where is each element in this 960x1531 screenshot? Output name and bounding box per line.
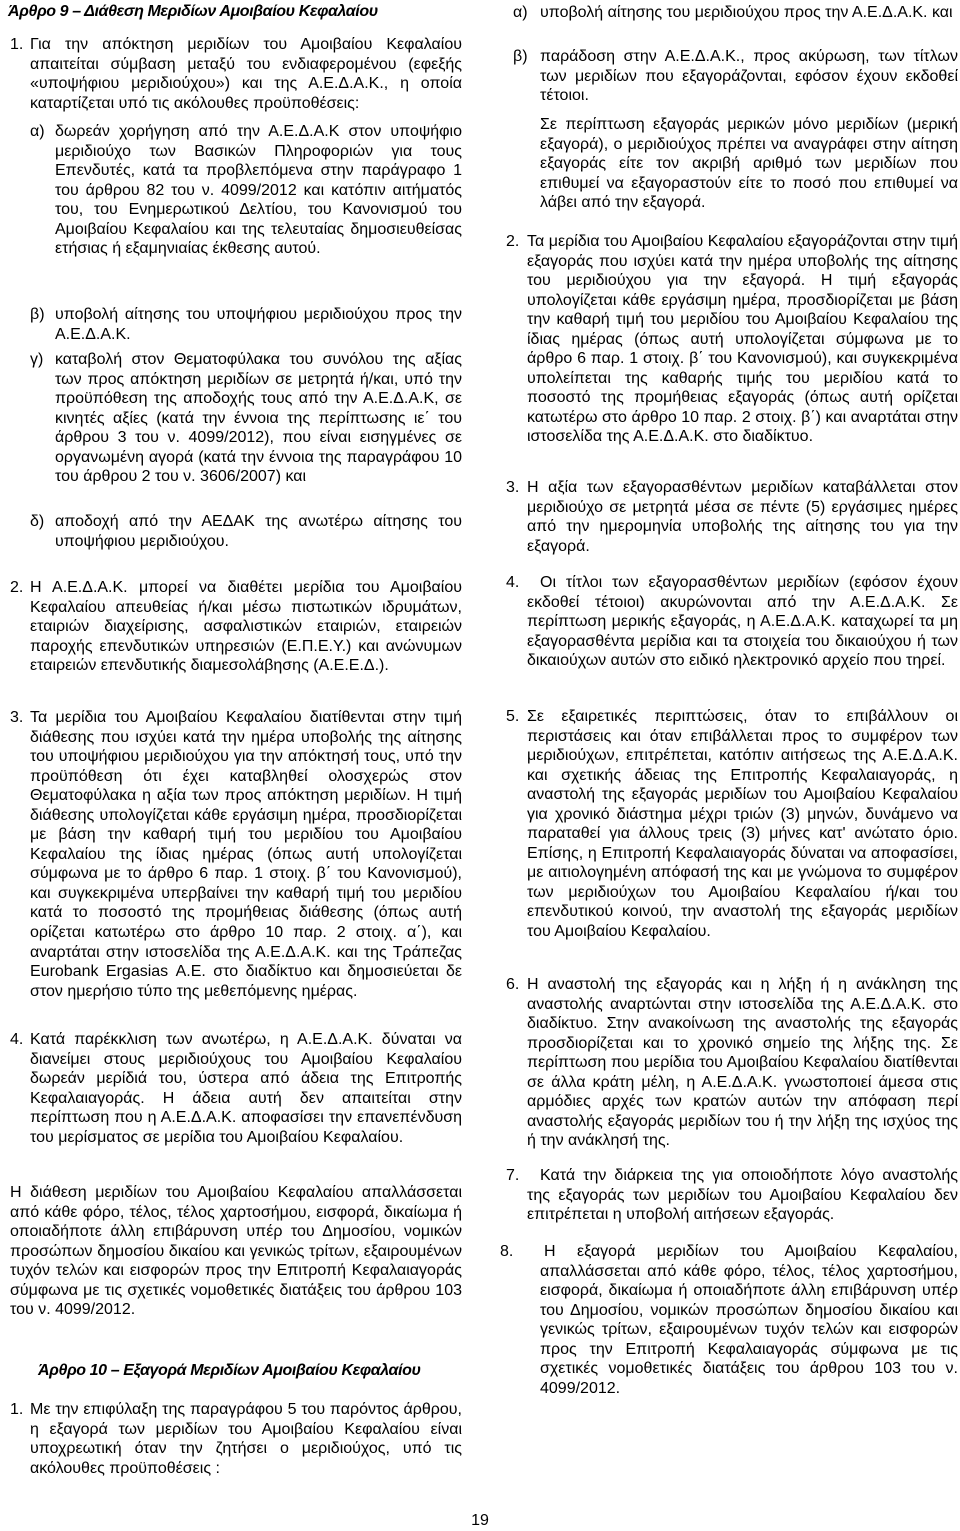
article-10-paragraph-3	[506, 478, 958, 556]
paragraph-number: 7.	[506, 1167, 520, 1184]
paragraph-number: 2.	[10, 579, 24, 596]
paragraph-text: Για την απόκτηση μεριδίων του Αμοιβαίου Κεφαλαίου απαιτείται σύμβαση μεταξύ του ενδιαφερομένου (εφεξής «υποψήφιου μεριδιούχου») και της Α.Ε.Δ.Α.Κ., η οποία καταρτίζεται υπό τις ακόλουθες προϋποθέσεις:	[30, 36, 462, 112]
condition-letter: α)	[30, 123, 45, 140]
paragraph-number: 3.	[10, 709, 24, 726]
condition-text: αποδοχή από την ΑΕΔΑΚ της ανωτέρω αίτησης του υποψήφιου μεριδιούχου.	[55, 513, 462, 550]
paragraph-number: 4.	[10, 1031, 24, 1048]
article-9-condition-b	[30, 305, 462, 344]
paragraph-text: Τα μερίδια του Αμοιβαίου Κεφαλαίου εξαγοράζονται στην τιμή εξαγοράς που ισχύει κατά την ημέρα υποβολής της αίτησης του μεριδιούχου για την εξαγορά. Η τιμή εξαγοράς υπολογίζεται κάθε εργάσιμη ημέρα, προσδιορίζεται με βάση την καθαρή τιμή του μεριδίου του Αμοιβαίου Κεφαλαίου της ίδιας ημέρας (όπως αυτή υπολογίζεται σύμφωνα με το άρθρο 6 παρ. 1 στοιχ. β΄ του Κανονισμού), και συγκεκριμένα υπολείπεται της καθαρής τιμής του μεριδίου κατά το ποσοστό της προμήθειας εξαγοράς (όπως αυτή ορίζεται κατωτέρω στο άρθρο 10 παρ. 2 στοιχ. β΄) και αναρτάται στην ιστοσελίδα της Α.Ε.Δ.Α.Κ. στο διαδίκτυο.	[527, 233, 958, 446]
condition-letter: β)	[513, 48, 528, 65]
article-9-paragraph-2	[10, 578, 462, 676]
article-9-paragraph-4	[10, 1030, 462, 1147]
paragraph-text: Κατά παρέκκλιση των ανωτέρω, η Α.Ε.Δ.Α.Κ. δύναται να διανείμει στους μεριδιούχους του Αμοιβαίου Κεφαλαίου δωρεάν μερίδιά του, ύστερα από άδεια της Επιτροπής Κεφαλαιαγοράς. Η άδεια αυτή δεν απαιτείται στην περίπτωση που η Α.Ε.Δ.Α.Κ. αποφασίσει την επανεπένδυση του μερίσματος σε μερίδια του Αμοιβαίου Κεφαλαίου.	[30, 1031, 462, 1146]
article-9-condition-a	[30, 122, 462, 259]
article-9-condition-d	[30, 512, 462, 551]
paragraph-number: 3.	[506, 479, 520, 496]
article-9-heading: Άρθρο 9 – Διάθεση Μεριδίων Αμοιβαίου Κεφαλαίου	[8, 3, 378, 20]
article-9-closing-paragraph: Η διάθεση μεριδίων του Αμοιβαίου Κεφαλαίου απαλλάσσεται από κάθε φόρο, τέλος, τέλος χαρτοσήμου, εισφορά, δικαίωμα ή οποιαδήποτε άλλη επιβάρυνση υπέρ του Δημοσίου, νομικών προσώπων δημοσίου δικαίου και γενικώς τρίτων, εξαιρουμένων τυχόν τελών και εισφορών προς την Επιτροπή Κεφαλαιαγοράς σύμφωνα με τις σχετικές νομοθετικές διατάξεις του άρθρου 103 του ν. 4099/2012.	[10, 1184, 462, 1319]
paragraph-number: 4.	[506, 574, 520, 591]
condition-letter: δ)	[30, 513, 45, 530]
article-9-paragraph-3	[10, 708, 462, 1001]
condition-text: δωρεάν χορήγηση από την Α.Ε.Δ.Α.Κ στον υποψήφιο μεριδιούχο των Βασικών Πληροφοριών για τους Επενδυτές, κατά τα προβλεπόμενα στην παράγραφο 1 του άρθρου 82 του ν. 4099/2012 και κατόπιν αιτήματός του, του Ενημερωτικού Δελτίου, του Κανονισμού του Αμοιβαίου Κεφαλαίου και της τελευταίας δημοσιευθείσας ετήσιας ή εξαμηνιαίας έκθεσης αυτού.	[55, 123, 462, 258]
paragraph-number: 1.	[10, 1401, 24, 1418]
condition-letter: γ)	[30, 351, 44, 368]
paragraph-number: 1.	[10, 36, 24, 53]
article-10-paragraph-8	[500, 1242, 958, 1398]
condition-text: υποβολή αίτησης του υποψήφιου μεριδιούχου προς την Α.Ε.Δ.Α.Κ.	[55, 306, 462, 343]
condition-letter: α)	[513, 4, 528, 21]
condition-text: υποβολή αίτησης του μεριδιούχου προς την Α.Ε.Δ.Α.Κ. και	[540, 4, 953, 21]
condition-text: καταβολή στον Θεματοφύλακα του συνόλου της αξίας των προς απόκτηση μεριδίων σε μετρητά ή/και, υπό την προϋπόθεση της αποδοχής τους από την Α.Ε.Δ.Α.Κ, σε κινητές αξίες (κατά την έννοια της περίπτωσης ιε΄ του άρθρου 3 του ν. 4099/2012), που είναι εισηγμένες σε οργανωμένη αγορά (κατά την έννοια της παραγράφου 10 του άρθρου 2 του ν. 3606/2007) και	[55, 351, 462, 486]
partial-redemption-note: Σε περίπτωση εξαγοράς μερικών μόνο μεριδίων (μερική εξαγορά), ο μεριδιούχος πρέπει να αναγράφει στην αίτηση εξαγοράς είτε τον ακριβή αριθμό των μεριδίων που επιθυμεί να εξαγοραστούν είτε το ποσό που επιθυμεί να λάβει από την εξαγορά.	[540, 116, 958, 212]
paragraph-number: 6.	[506, 976, 520, 993]
paragraph-text: Κατά την διάρκεια της για οποιοδήποτε λόγο αναστολής της εξαγοράς των μεριδίων του Αμοιβαίου Κεφαλαίου δεν επιτρέπεται η υποβολή αιτήσεων εξαγοράς.	[527, 1167, 958, 1224]
paragraph-text: Σε εξαιρετικές περιπτώσεις, όταν το επιβάλλουν οι περιστάσεις και όταν επιβάλλεται προς το συμφέρον των μεριδιούχων, επιτρέπεται, κατόπιν αιτήσεως της Α.Ε.Δ.Α.Κ. και σχετικής άδειας της Επιτροπής Κεφαλαιαγοράς, η αναστολή της εξαγοράς μεριδίων του Αμοιβαίου Κεφαλαίου για χρονικό διάστημα μέχρι τριών (3) μηνών, δυνάμενο να παραταθεί για άλλους τρεις (3) μήνες κατ' ανώτατο όριο. Επίσης, η Επιτροπή Κεφαλαιαγοράς δύναται να αποφασίσει, με αιτιολογημένη απόφασή της και με γνώμονα το συμφέρον των μεριδιούχων του Αμοιβαίου Κεφαλαίου ή/και του επενδυτικού κοινού, την αναστολή της εξαγοράς μεριδίων του Αμοιβαίου Κεφαλαίου.	[527, 708, 958, 941]
article-10-paragraph-4	[506, 573, 958, 671]
article-10-paragraph-2	[506, 232, 958, 447]
paragraph-number: 5.	[506, 708, 520, 725]
article-10-condition-b	[513, 47, 958, 106]
paragraph-text: Η εξαγορά μεριδίων του Αμοιβαίου Κεφαλαίου, απαλλάσσεται από κάθε φόρο, τέλος, τέλος χαρτοσήμου, εισφορά, δικαίωμα ή οποιαδήποτε άλλη επιβάρυνση υπέρ του Δημοσίου, νομικών προσώπων δημοσίου δικαίου και γενικώς τρίτων, εξαιρουμένων τυχόν τελών και εισφορών προς την Επιτροπή Κεφαλαιαγοράς σύμφωνα με τις σχετικές νομοθετικές διατάξεις του άρθρου 103 του ν. 4099/2012.	[540, 1243, 958, 1397]
condition-text: παράδοση στην Α.Ε.Δ.Α.Κ., προς ακύρωση, των τίτλων των μεριδίων που εξαγοράζονται, εφόσον έχουν εκδοθεί τέτοιοι.	[540, 48, 958, 105]
paragraph-text: Οι τίτλοι των εξαγορασθέντων μεριδίων (εφόσον έχουν εκδοθεί τέτοιοι) ακυρώνονται από την Α.Ε.Δ.Α.Κ. Σε περίπτωση μερικής εξαγοράς, η Α.Ε.Δ.Α.Κ. καταχωρεί τα μη εξαγορασθέντα μερίδια και τα στοιχεία του δικαιούχου ή των δικαιούχων αυτών στο ειδικό ηλεκτρονικό αρχείο που τηρεί.	[527, 574, 958, 670]
article-10-paragraph-7	[506, 1166, 958, 1225]
paragraph-text: Τα μερίδια του Αμοιβαίου Κεφαλαίου διατίθενται στην τιμή διάθεσης που ισχύει κατά την ημέρα υποβολής της αίτησης του υποψήφιου μεριδιούχου για την απόκτησή τους, υπό την προϋπόθεση ότι έχει καταβληθεί ολοσχερώς στον Θεματοφύλακα η αξία των προς απόκτηση μεριδίων. Η τιμή διάθεσης υπολογίζεται κάθε εργάσιμη ημέρα, προσδιορίζεται με βάση την καθαρή τιμή του μεριδίου του Αμοιβαίου Κεφαλαίου της ίδιας ημέρας (όπως αυτή υπολογίζεται σύμφωνα με το άρθρο 6 παρ. 1 στοιχ. β΄ του Κανονισμού), και συγκεκριμένα υπερβαίνει την καθαρή τιμή του μεριδίου κατά το ποσοστό της προμήθειας διάθεσης (όπως αυτή ορίζεται κατωτέρω στο άρθρο 10 παρ. 2 στοιχ. α΄), και αναρτάται στην ιστοσελίδα της Α.Ε.Δ.Α.Κ. και της Τράπεζας Eurobank Ergasias Α.Ε. στο διαδίκτυο και δημοσιεύεται δε στον ημερήσιο τύπο της μεθεπόμενης ημέρας.	[30, 709, 462, 1000]
paragraph-text: Με την επιφύλαξη της παραγράφου 5 του παρόντος άρθρου, η εξαγορά των μεριδίων του Αμοιβαίου Κεφαλαίου είναι υποχρεωτική όταν την ζητήσει ο μεριδιούχος, υπό τις ακόλουθες προϋποθέσεις :	[30, 1401, 462, 1477]
article-10-paragraph-6	[506, 975, 958, 1151]
article-10-condition-a	[513, 3, 958, 23]
paragraph-text: Η Α.Ε.Δ.Α.Κ. μπορεί να διαθέτει μερίδια του Αμοιβαίου Κεφαλαίου απευθείας ή/και μέσω πιστωτικών ιδρυμάτων, εταιριών διαχείρισης, ασφαλιστικών εταιριών, εταιρειών παροχής επενδυτικών υπηρεσιών (Ε.Π.Ε.Υ.) και ανώνυμων εταιρειών επενδυτικής διαμεσολάβησης (Α.Ε.Ε.Δ.).	[30, 579, 462, 675]
page-number: 19	[471, 1512, 489, 1529]
paragraph-number: 8.	[500, 1243, 514, 1260]
paragraph-text: Η αξία των εξαγορασθέντων μεριδίων καταβάλλεται στον μεριδιούχο σε μετρητά μέσα σε πέντε (5) εργάσιμες ημέρες από την ημερομηνία υποβολής της αίτησης του για την εξαγορά.	[527, 479, 958, 555]
article-9-paragraph-1	[10, 35, 462, 113]
article-10-paragraph-1	[10, 1400, 462, 1478]
article-10-paragraph-5	[506, 707, 958, 942]
paragraph-number: 2.	[506, 233, 520, 250]
condition-letter: β)	[30, 306, 45, 323]
article-10-heading: Άρθρο 10 – Εξαγορά Μεριδίων Αμοιβαίου Κεφαλαίου	[38, 1362, 421, 1379]
paragraph-text: Η αναστολή της εξαγοράς και η λήξη ή η ανάκληση της αναστολής αναρτώνται στην ιστοσελίδα της Α.Ε.Δ.Α.Κ. στο διαδίκτυο. Στην ανακοίνωση της αναστολής της εξαγοράς προσδιορίζεται και το χρονικό σημείο της λήξης της. Σε περίπτωση που μερίδια του Αμοιβαίου Κεφαλαίου διατίθενται σε άλλα κράτη μέλη, η Α.Ε.Δ.Α.Κ. γνωστοποιεί άμεσα στις αρμόδιες αρχές των κρατών αυτών την απόφαση περί αναστολής εξαγοράς μεριδίων του ή την λήξη της ισχύος της ή την ανάκλησή της.	[527, 976, 958, 1150]
article-9-condition-c	[30, 350, 462, 487]
